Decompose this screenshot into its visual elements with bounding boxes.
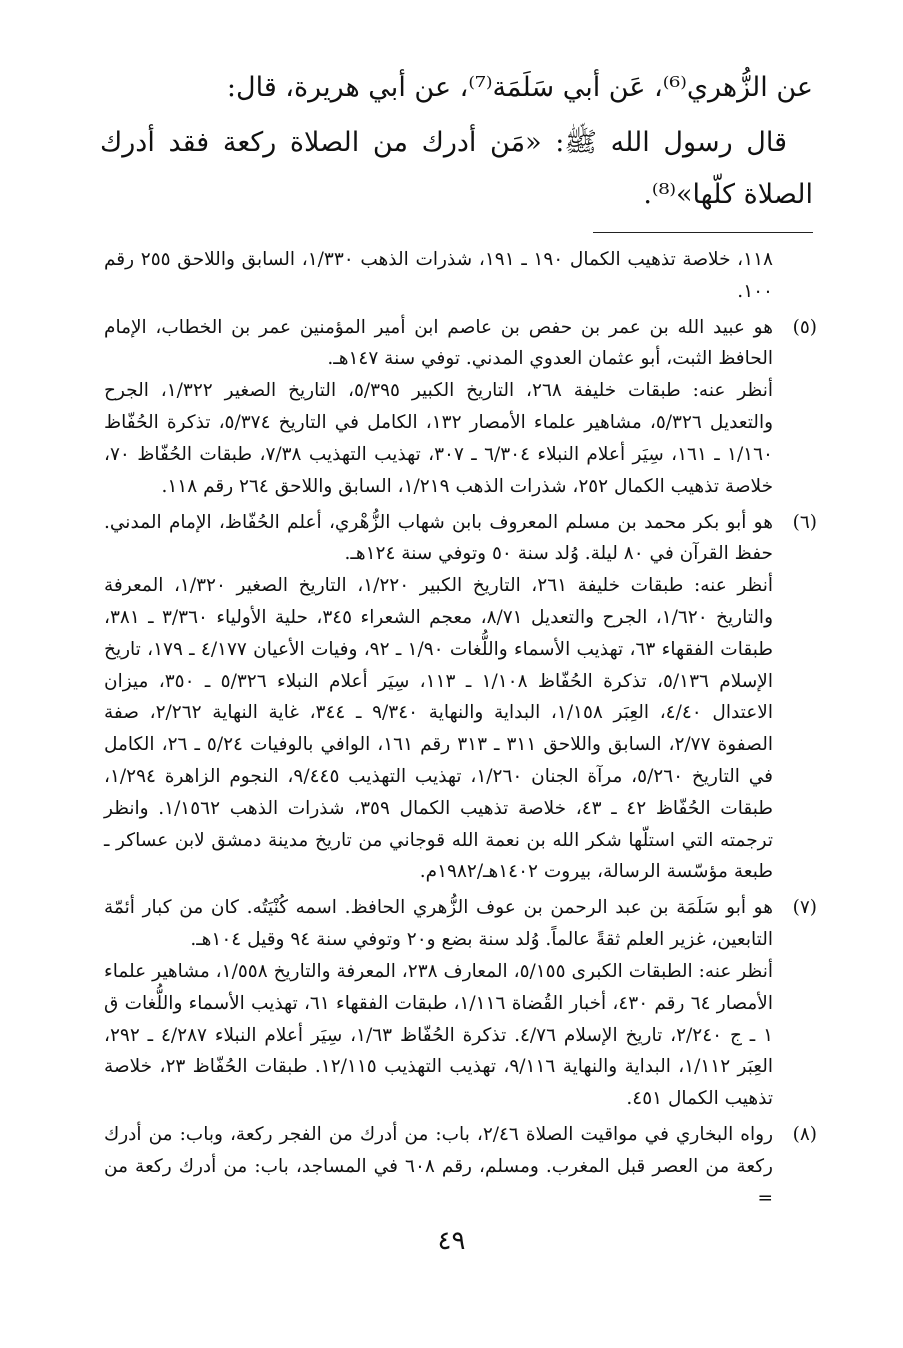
footnote-text: رواه البخاري في مواقيت الصلاة ٢/٤٦، باب: من أدرك من الفجر ركعة، وباب: من أدرك ركعة من العصر قبل المغرب. ومسلم، رقم ٦٠٨ في المساجد، باب: من أدرك ركعة من = [104, 1123, 774, 1209]
footnote-continuation: ١١٨، خلاصة تذهيب الكمال ١٩٠ ـ ١٩١، شذرات الذهب ١/٣٣٠، السابق واللاحق ٢٥٥ رقم ١٠٠. [104, 249, 773, 302]
main-text-hadith: قال رسول الله ﷺ: «مَن أدرك من الصلاة ركعة فقد أدرك الصلاة كلّها»⁽⁸⁾. [100, 127, 813, 210]
footnote-sources: أنظر عنه: الطبقات الكبرى ٥/١٥٥، المعارف ٢٣٨، المعرفة والتاريخ ١/٥٥٨، مشاهير علماء الأمصار ٦٤ رقم ٤٣٠، أخبار القُضاة ١/١١٦، طبقات الفقهاء ٦١، تهذيب الأسماء واللُّغات ق ١ ـ ج ٢/٢٤٠، تاريخ الإسلام ٤/٧٦. تذكرة الحُفّاظ ١/٦٣، سِيَر أعلام النبلاء ٤/٢٨٧ ـ ٢٩٢، العِبَر ١/١١٢، البداية والنهاية ٩/١١٦، تهذيب التهذيب ١٢/١١٥. طبقات الحُفّاظ ٢٣، خلاصة تذهيب الكمال ٤٥١. [104, 960, 774, 1110]
footnote-sources: أنظر عنه: طبقات خليفة ٢٦٨، التاريخ الكبير ٥/٣٩٥، التاريخ الصغير ١/٣٢٢، الجرح والتعديل ٥/٣٢٦، مشاهير علماء الأمصار ١٣٢، الكامل في التاريخ ٥/٣٧٤، تذكرة الحُفّاظ ١/١٦٠ ـ ١٦١، سِيَر أعلام النبلاء ٦/٣٠٤ ـ ٣٠٧، تهذيب التهذيب ٧/٣٨، طبقات الحُفّاظ ٧٠، خلاصة تذهيب الكمال ٢٥٢، شذرات الذهب ١/٢١٩، السابق واللاحق ٢٦٤ رقم ١١٨. [104, 380, 774, 497]
footnote-5 [104, 312, 817, 503]
footnote-bio: هو عبيد الله بن عمر بن حفص بن عاصم ابن أمير المؤمنين عمر بن الخطاب، الإمام الحافظ الثبت، أبو عثمان العدوي المدني. توفي سنة ١٤٧هـ. [104, 316, 773, 370]
footnote-sources: أنظر عنه: طبقات خليفة ٢٦١، التاريخ الكبير ١/٢٢٠، التاريخ الصغير ١/٣٢٠، المعرفة والتاريخ ١/٦٢٠، الجرح والتعديل ٨/٧١، معجم الشعراء ٣٤٥، حلية الأولياء ٣/٣٦٠ ـ ٣٨١، طبقات الفقهاء ٦٣، تهذيب الأسماء واللُّغات ١/٩٠ ـ ٩٢، وفيات الأعيان ٤/١٧٧ ـ ١٧٩، تاريخ الإسلام ٥/١٣٦، تذكرة الحُفّاظ ١/١٠٨ ـ ١١٣، سِيَر أعلام النبلاء ٥/٣٢٦ ـ ٣٥٠، ميزان الاعتدال ٤/٤٠، العِبَر ١/١٥٨، البداية والنهاية ٩/٣٤٠ ـ ٣٤٤، غاية النهاية ٢/٢٦٢، صفة الصفوة ٢/٧٧، السابق واللاحق ٣١١ ـ ٣١٣ رقم ١٦١، الوافي بالوفيات ٥/٢٤ ـ ٢٦، الكامل في التاريخ ٥/٢٦٠، مرآة الجنان ١/٢٦٠، تهذيب التهذيب ٩/٤٤٥، النجوم الزاهرة ١/٢٩٤، طبقات الحُفّاظ ٤٢ ـ ٤٣، خلاصة تذهيب الكمال ٣٥٩، شذرات الذهب ١/١٥٦٢. وانظر ترجمته التي استلّها شكر الله بن نعمة الله قوجاني من تاريخ مدينة دمشق لابن عساكر ـ طبعة مؤسّسة الرسالة، بيروت ١٤٠٢هـ/١٩٨٢م. [104, 575, 774, 883]
footnote-number: (٧) [792, 897, 817, 919]
footnotes [104, 244, 817, 1218]
footnote-8 [104, 1119, 817, 1214]
page-number: ٤٩ [437, 1226, 466, 1256]
footnote-number: (٦) [792, 511, 817, 533]
main-text-line-1: عن الزُّهري⁽⁶⁾، عَن أبي سَلَمَة⁽⁷⁾، عن أبي هريرة، قال: [226, 72, 813, 103]
footnote-bio: هو أبو بكر محمد بن مسلم المعروف بابن شهاب الزُّهْري، أعلم الحُفّاظ، الإمام المدني. حفظ القرآن في ٨٠ ليلة. وُلد سنة ٥٠ وتوفي سنة ١٢٤هـ. [104, 511, 773, 565]
main-text [100, 62, 813, 224]
footnote-separator [593, 232, 813, 233]
footnote-7 [104, 892, 817, 1115]
footnote-number: (٨) [792, 1123, 817, 1145]
footnote-number: (٥) [792, 316, 817, 338]
footnote-bio: هو أبو سَلَمَة بن عبد الرحمن بن عوف الزُّهري الحافظ. اسمه كُنْيَتُه. كان من كبار أئمّة التابعين، غزير العلم ثقةً عالماً. وُلد سنة بضع و٢٠ وتوفي سنة ٩٤ وقيل ١٠٤هـ. [104, 897, 773, 951]
footnote-6 [104, 507, 817, 889]
